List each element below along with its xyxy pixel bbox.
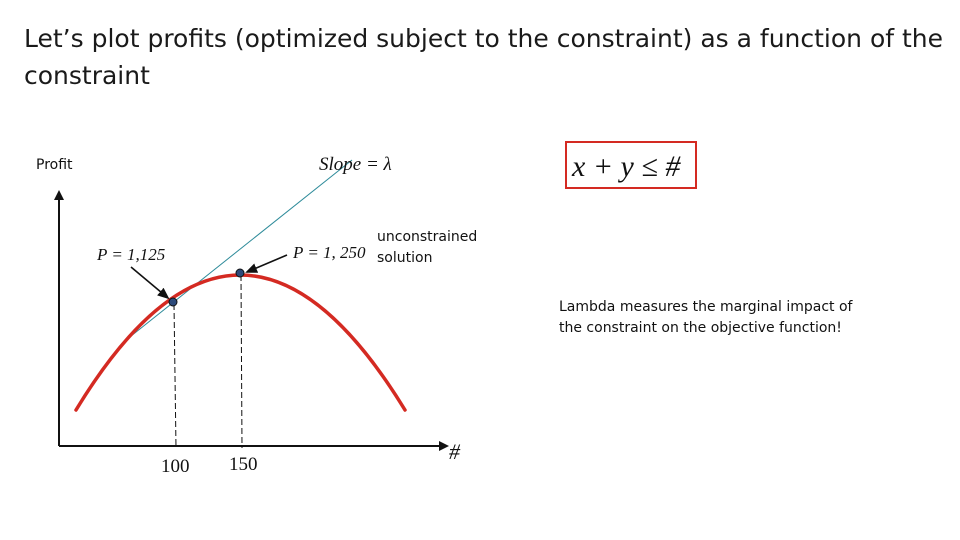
profit-curve bbox=[76, 275, 405, 410]
tick-label-100: 100 bbox=[161, 456, 190, 477]
unconstrained-solution-note: unconstrained solution bbox=[377, 229, 478, 266]
lambda-explanation-note: Lambda measures the marginal impact of the constraint on the objective function! bbox=[559, 299, 853, 336]
slope-label: Slope = λ bbox=[319, 154, 392, 175]
point-constrained-marker bbox=[169, 298, 177, 306]
dropline-150 bbox=[241, 275, 242, 448]
constraint-formula: x + y ≤ # bbox=[572, 150, 681, 183]
tick-label-150: 150 bbox=[229, 454, 258, 475]
slide-title: Let’s plot profits (optimized subject to the constraint) as a function of the constraint bbox=[24, 24, 944, 90]
arrow-unconstrained-pointer bbox=[247, 255, 287, 272]
point-unconstrained-label: P = 1, 250 bbox=[293, 243, 366, 262]
arrow-constrained-pointer bbox=[131, 267, 168, 298]
point-constrained-label: P = 1,125 bbox=[97, 245, 166, 264]
point-unconstrained-marker bbox=[236, 269, 244, 277]
x-axis-label: # bbox=[449, 439, 460, 464]
dropline-100 bbox=[174, 304, 176, 448]
y-axis-label: Profit bbox=[36, 157, 73, 173]
